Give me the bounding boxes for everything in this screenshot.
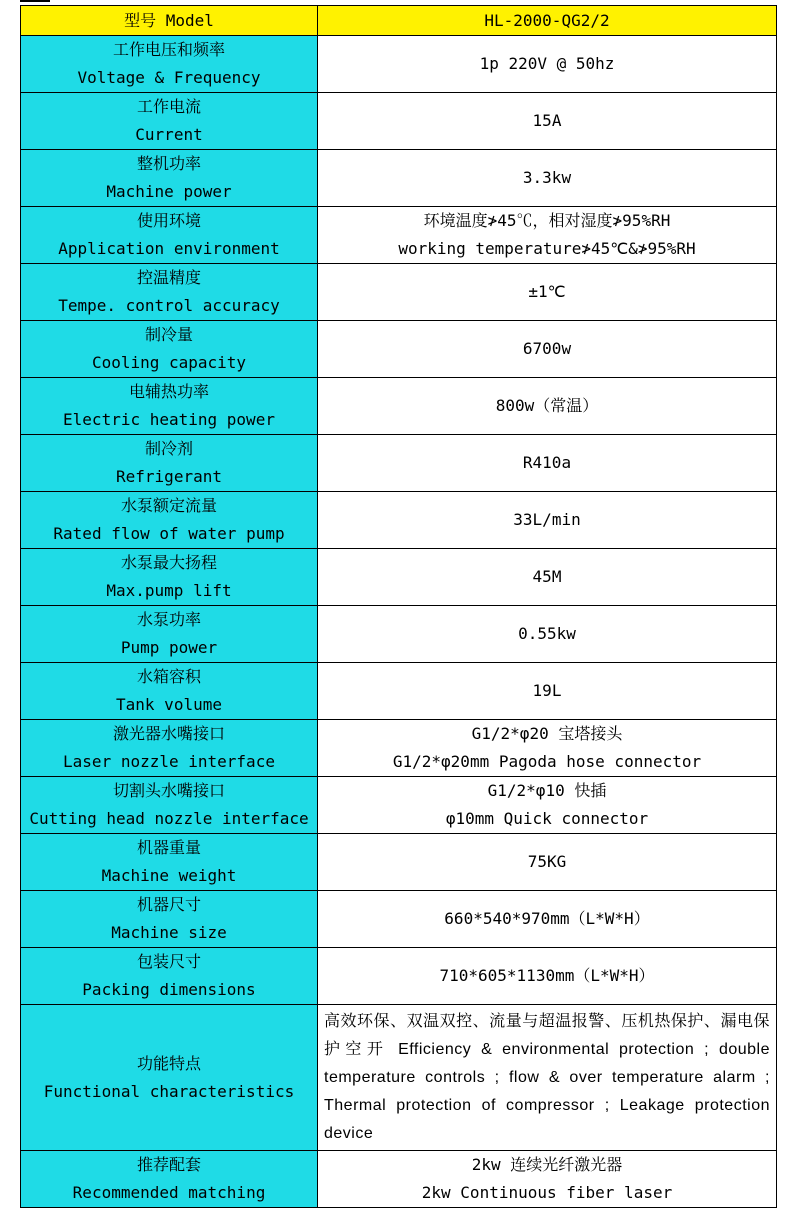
spec-label — [21, 150, 318, 207]
header-row — [21, 6, 777, 36]
spec-label-cn: 电辅热功率 — [128, 382, 209, 401]
spec-row — [21, 948, 777, 1005]
spec-label — [21, 264, 318, 321]
spec-label-cn: 水泵功率 — [136, 610, 201, 629]
spec-label — [21, 435, 318, 492]
spec-value-line: 33L/min — [513, 510, 581, 529]
spec-label — [21, 321, 318, 378]
spec-value-line: 6700w — [522, 339, 572, 358]
spec-row — [21, 435, 777, 492]
spec-label — [21, 606, 318, 663]
spec-row — [21, 93, 777, 150]
spec-value-line: G1/2*φ20 宝塔接头 — [471, 724, 623, 743]
spec-value — [318, 549, 777, 606]
spec-row — [21, 606, 777, 663]
spec-row — [21, 891, 777, 948]
spec-value — [318, 150, 777, 207]
spec-label-cn: 控温精度 — [136, 268, 201, 287]
features-label — [21, 1005, 318, 1151]
spec-row — [21, 549, 777, 606]
spec-value — [318, 492, 777, 549]
spec-value-line: 45M — [532, 567, 562, 586]
spec-label — [21, 549, 318, 606]
spec-label-cn: 机器重量 — [136, 838, 201, 857]
spec-label-en: Current — [135, 125, 203, 144]
spec-value — [318, 606, 777, 663]
features-row — [21, 1005, 777, 1151]
recommended-label — [21, 1151, 318, 1208]
spec-label — [21, 948, 318, 1005]
spec-label-cn: 水箱容积 — [136, 667, 201, 686]
spec-row — [21, 378, 777, 435]
spec-label — [21, 93, 318, 150]
spec-label-cn: 工作电压和频率 — [112, 40, 225, 59]
spec-row — [21, 207, 777, 264]
spec-value-line: 1p 220V @ 50hz — [479, 54, 615, 73]
spec-value — [318, 378, 777, 435]
spec-value-line: 15A — [532, 111, 562, 130]
spec-label-cn: 制冷剂 — [144, 439, 193, 458]
spec-label-en: Tank volume — [116, 695, 222, 714]
spec-row — [21, 663, 777, 720]
spec-row — [21, 264, 777, 321]
spec-value-line: 660*540*970mm（L*W*H） — [444, 909, 650, 928]
features-text: 高效环保、双温双控、流量与超温报警、压机热保护、漏电保护空开 Efficiency & environmental protection ; double temperature controls ; flow & over temperature alarm ; Thermal protection of compressor ; Leakage protection device — [318, 1005, 777, 1151]
features-label-cn: 功能特点 — [136, 1053, 201, 1073]
spec-label — [21, 663, 318, 720]
spec-value — [318, 36, 777, 93]
recommended-value-line: 2kw Continuous fiber laser — [421, 1183, 673, 1202]
spec-label-cn: 机器尺寸 — [136, 895, 201, 914]
spec-label-en: Machine power — [106, 182, 232, 201]
spec-label — [21, 36, 318, 93]
spec-value-line: 环境温度≯45℃，相对湿度≯95%RH — [423, 211, 671, 230]
spec-value-line: G1/2*φ10 快插 — [487, 781, 607, 800]
spec-row — [21, 36, 777, 93]
spec-label-en: Cooling capacity — [91, 353, 247, 372]
spec-value-line: 19L — [532, 681, 562, 700]
spec-label-en: Laser nozzle interface — [63, 752, 275, 771]
spec-label — [21, 720, 318, 777]
spec-label-cn: 激光器水嘴接口 — [112, 724, 225, 743]
spec-value-line: working temperature≯45℃&≯95%RH — [398, 239, 696, 258]
spec-row — [21, 492, 777, 549]
spec-row — [21, 720, 777, 777]
spec-row — [21, 834, 777, 891]
spec-value-line: ±1℃ — [528, 282, 566, 301]
spec-value — [318, 264, 777, 321]
spec-value-line: 0.55kw — [518, 624, 576, 643]
spec-row — [21, 150, 777, 207]
spec-value — [318, 891, 777, 948]
spec-value — [318, 720, 777, 777]
model-label: 型号 Model — [21, 6, 318, 36]
recommended-value — [318, 1151, 777, 1208]
recommended-row — [21, 1151, 777, 1208]
spec-label-en: Application environment — [58, 239, 280, 258]
features-label-en: Functional characteristics — [43, 1081, 295, 1101]
spec-label-en: Machine size — [111, 923, 227, 942]
spec-label-en: Voltage & Frequency — [77, 68, 261, 87]
spec-label-cn: 使用环境 — [136, 211, 201, 230]
spec-label-en: Tempe. control accuracy — [58, 296, 280, 315]
spec-label — [21, 891, 318, 948]
recommended-label-en: Recommended matching — [72, 1183, 266, 1202]
spec-value-line: G1/2*φ20mm Pagoda hose connector — [392, 752, 702, 771]
spec-value-line: R410a — [522, 453, 572, 472]
spec-label-en: Rated flow of water pump — [53, 524, 285, 543]
spec-label-en: Machine weight — [101, 866, 237, 885]
spec-row — [21, 321, 777, 378]
spec-label — [21, 777, 318, 834]
spec-value-line: φ10mm Quick connector — [445, 809, 649, 828]
spec-label-en: Electric heating power — [63, 410, 275, 429]
spec-label-en: Max.pump lift — [106, 581, 232, 600]
spec-label-cn: 整机功率 — [136, 154, 201, 173]
spec-row — [21, 777, 777, 834]
spec-value-line: 75KG — [527, 852, 567, 871]
spec-label-cn: 工作电流 — [136, 97, 201, 116]
spec-value-line: 3.3kw — [522, 168, 572, 187]
spec-label-en: Cutting head nozzle interface — [29, 809, 309, 828]
model-value: HL-2000-QG2/2 — [318, 6, 777, 36]
spec-label-cn: 水泵额定流量 — [120, 496, 217, 515]
spec-value — [318, 777, 777, 834]
spec-value-line: 800w（常温） — [495, 396, 599, 415]
spec-value — [318, 207, 777, 264]
recommended-label-cn: 推荐配套 — [136, 1155, 201, 1174]
spec-label — [21, 492, 318, 549]
spec-value — [318, 435, 777, 492]
spec-value — [318, 93, 777, 150]
spec-label-en: Refrigerant — [116, 467, 222, 486]
spec-value-line: 710*605*1130mm（L*W*H） — [439, 966, 655, 985]
spec-value — [318, 948, 777, 1005]
spec-table — [20, 5, 777, 1208]
spec-label — [21, 834, 318, 891]
spec-value — [318, 321, 777, 378]
spec-label-cn: 制冷量 — [144, 325, 193, 344]
spec-label-cn: 切割头水嘴接口 — [112, 781, 225, 800]
spec-label-cn: 水泵最大扬程 — [120, 553, 217, 572]
spec-label — [21, 378, 318, 435]
recommended-value-line: 2kw 连续光纤激光器 — [471, 1155, 623, 1174]
spec-value — [318, 663, 777, 720]
spec-label — [21, 207, 318, 264]
spec-label-en: Pump power — [120, 638, 218, 657]
spec-value — [318, 834, 777, 891]
spec-label-cn: 包装尺寸 — [136, 952, 201, 971]
spec-label-en: Packing dimensions — [82, 980, 256, 999]
